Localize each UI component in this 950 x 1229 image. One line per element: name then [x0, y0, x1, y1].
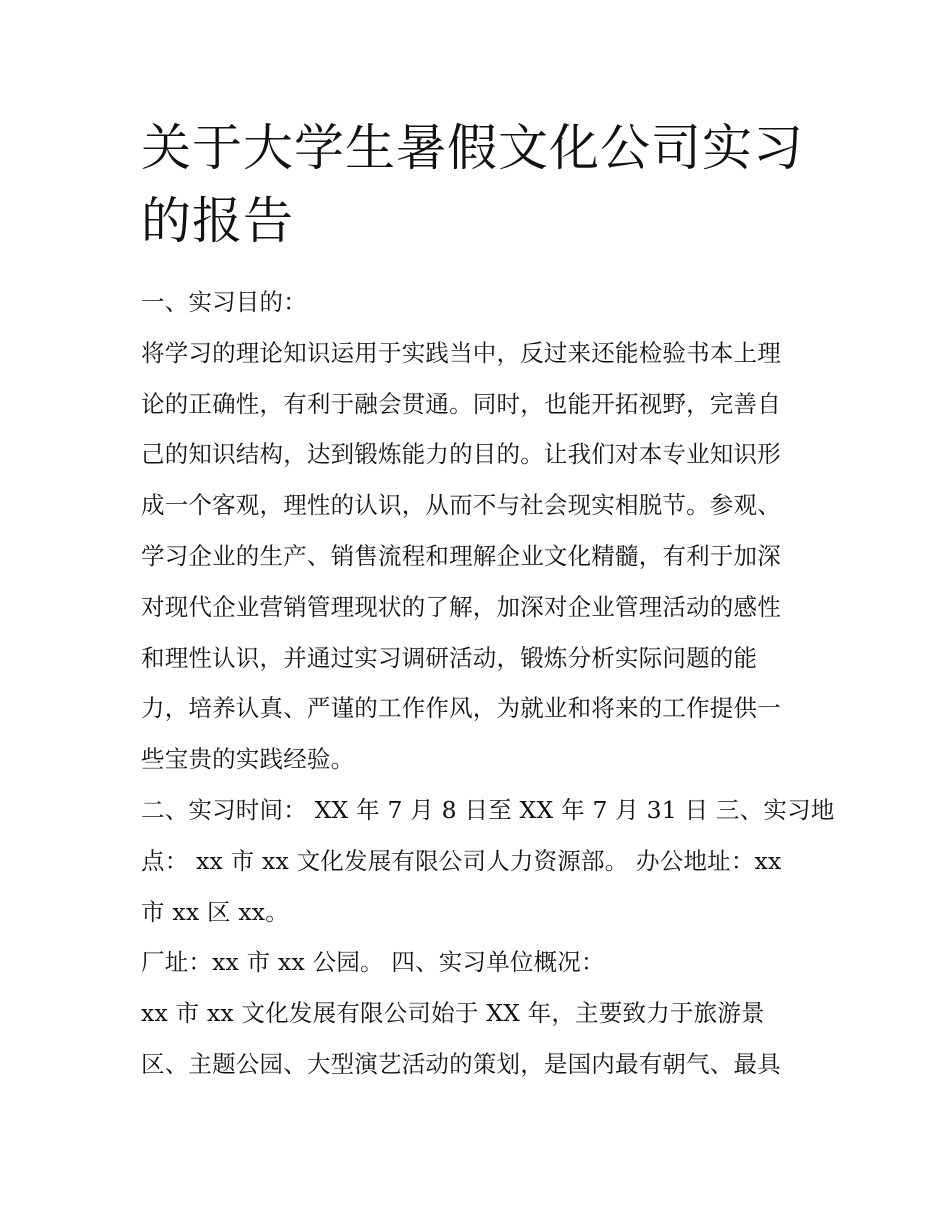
body-line: 和理性认识，并通过实习调研活动，锻炼分析实际问题的能: [141, 644, 758, 672]
body-line: 对现代企业营销管理现状的了解，加深对企业管理活动的感性: [141, 593, 781, 621]
body-line: 将学习的理论知识运用于实践当中，反过来还能检验书本上理: [141, 339, 781, 367]
section-heading-purpose: 一、实习目的：: [141, 288, 307, 316]
body-line: 力，培养认真、严谨的工作作风，为就业和将来的工作提供一: [141, 694, 781, 722]
body-line: 学习企业的生产、销售流程和理解企业文化精髓，有利于加深: [141, 542, 781, 570]
document-title: [141, 112, 821, 258]
body-line: xx 市 xx 文化发展有限公司始于 XX 年，主要致力于旅游景: [141, 999, 765, 1027]
section-line-time: 二、实习时间： XX 年 7 月 8 日至 XX 年 7 月 31 日 三、实习地: [141, 796, 835, 824]
body-line: 些宝贵的实践经验。: [141, 745, 355, 773]
body-line: 市 xx 区 xx。: [141, 898, 289, 926]
body-line: 论的正确性，有利于融会贯通。同时，也能开拓视野，完善自: [141, 390, 781, 418]
body-line: 己的知识结构，达到锻炼能力的目的。让我们对本专业知识形: [141, 440, 781, 468]
body-line: 区、主题公园、大型演艺活动的策划，是国内最有朝气、最具: [141, 1050, 781, 1078]
body-line: 成一个客观，理性的认识，从而不与社会现实相脱节。参观、: [141, 491, 781, 519]
title-line: 的报告: [141, 192, 294, 250]
body-line: 点： xx 市 xx 文化发展有限公司人力资源部。 办公地址：xx: [141, 847, 782, 875]
section-line-overview: 厂址：xx 市 xx 公园。 四、实习单位概况：: [141, 948, 605, 976]
title-line: 关于大学生暑假文化公司实习: [141, 119, 804, 177]
